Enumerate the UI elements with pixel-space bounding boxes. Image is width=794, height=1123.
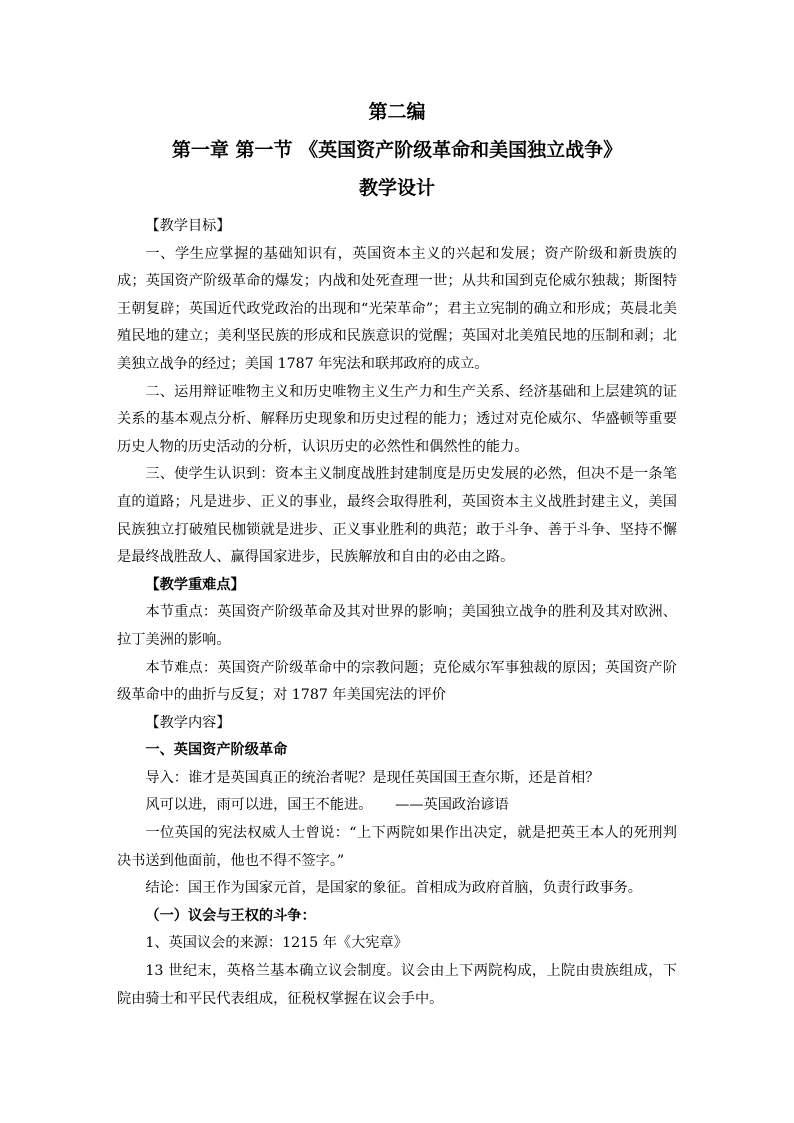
intro-paragraph: 导入：谁才是英国真正的统治者呢？是现任英国国王查尔斯，还是首相？ (145, 769, 600, 786)
document-body (117, 213, 677, 1013)
quote-paragraph: 一位英国的宪法权威人士曾说：“上下两院如果作出决定，就是把英王本人的死刑判决书送到他面前，他也不得不签字。” (117, 825, 677, 869)
proverb-line (117, 792, 677, 820)
item-parliament-origin: 1、英国议会的来源：1215 年《大宪章》 (145, 935, 408, 952)
item-parliament-detail: 13 世纪末，英格兰基本确立议会制度。议会由上下两院构成，上院由贵族组成，下院由骑士和平民代表组成，征税权掌握在议会手中。 (117, 963, 677, 1007)
conclusion-paragraph: 结论：国王作为国家元首，是国家的象征。首相成为政府首脑，负责行政事务。 (145, 880, 642, 897)
document-page (117, 95, 677, 1013)
key-points-focus: 本节重点：英国资产阶级革命及其对世界的影响；美国独立战争的胜利及其对欧洲、拉丁美洲的影响。 (117, 604, 677, 648)
subsection-heading-parliament: （一）议会与王权的斗争： (145, 907, 316, 924)
chapter-title: 第一章 第一节 《英国资产阶级革命和美国独立战争》 (171, 139, 623, 161)
goals-paragraph-2: 二、运用辩证唯物主义和历史唯物主义生产力和生产关系、经济基础和上层建筑的证关系的基本观点分析、解释历史现象和历史过程的能力；透过对克伦威尔、华盛顿等重要历史人物的历史活动的分析，认识历史的必然性和偶然性的能力。 (117, 383, 677, 455)
section-heading-english-revolution: 一、英国资产阶级革命 (145, 742, 288, 759)
proverb-source: ——英国政治谚语 (395, 797, 509, 814)
part-title: 第二编 (368, 101, 426, 123)
goals-label: 【教学目标】 (145, 218, 231, 234)
goals-paragraph-1: 一、学生应掌握的基础知识有，英国资本主义的兴起和发展；资产阶级和新贵族的成；英国资产阶级革命的爆发；内战和处死查理一世；从共和国到克伦威尔独裁；斯图特王朝复辟；英国近代政党政治的出现和“光荣革命”；君主立宪制的确立和形成；英晨北美殖民地的建立；美利坚民族的形成和民族意识的觉醒；英国对北美殖民地的压制和剥；北美独立战争的经过；美国 1787 年宪法和联邦政府的成立。 (117, 245, 677, 372)
key-points-difficulty: 本节难点：英国资产阶级革命中的宗教问题；克伦威尔军事独裁的原因；英国资产阶级革命中的曲折与反复；对 1787 年美国宪法的评价 (117, 659, 677, 704)
key-points-label: 【教学重难点】 (145, 576, 245, 593)
document-subtitle: 教学设计 (358, 177, 435, 199)
proverb-text: 风可以进，雨可以进，国王不能进。 (145, 797, 373, 814)
goals-paragraph-3: 三、使学生认识到：资本主义制度战胜封建制度是历史发展的必然，但决不是一条笔直的道路；凡是进步、正义的事业，最终会取得胜利，英国资本主义战胜封建主义，美国民族独立打破殖民枷锁就是进步、正义事业胜利的典范；敢于斗争、善于斗争、坚持不懈是最终战胜敌人、赢得国家进步，民族解放和自由的必由之路。 (117, 466, 677, 566)
content-label: 【教学内容】 (145, 714, 231, 731)
